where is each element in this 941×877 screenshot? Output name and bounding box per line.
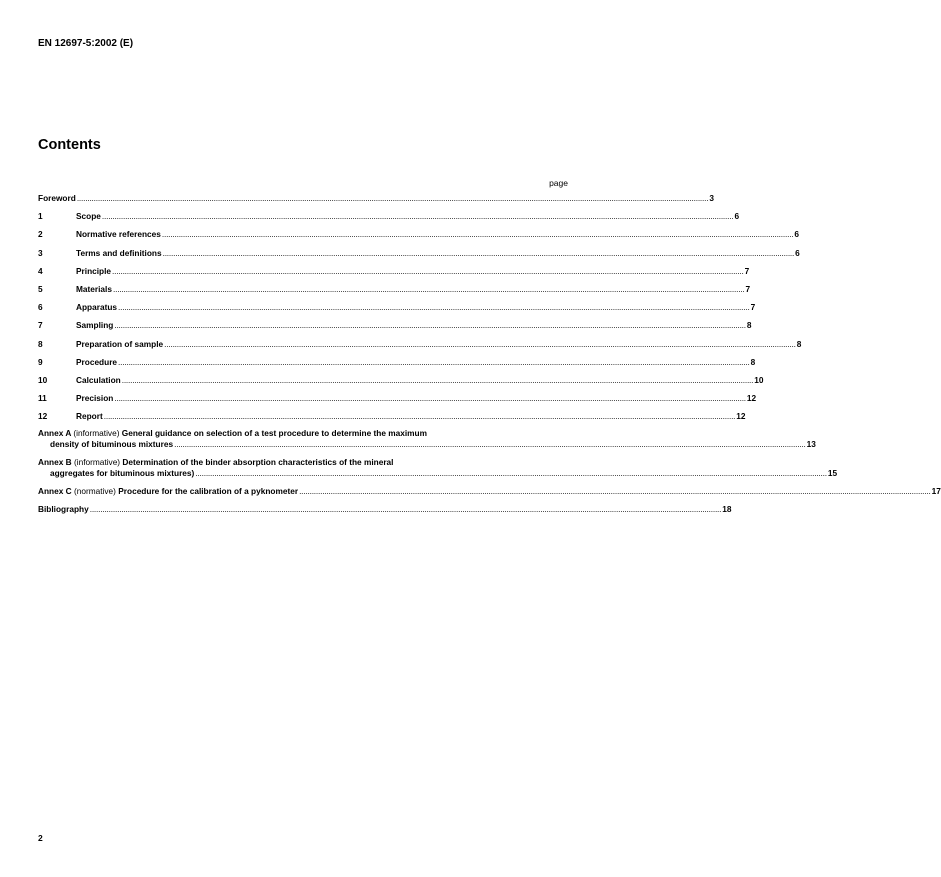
toc-entry-number: 11 <box>38 393 47 404</box>
contents-title: Contents <box>38 137 101 153</box>
page-column-label: page <box>549 178 568 188</box>
dot-leader: ............................................................................................................................................................................................................................................................................................................ <box>161 229 794 240</box>
toc-entry-number: 6 <box>38 302 43 313</box>
toc-entry-report[interactable] <box>38 410 746 422</box>
toc-entry-number: 9 <box>38 356 43 367</box>
toc-entry-title: Sampling <box>76 320 114 331</box>
dot-leader: ............................................................................................................................................................................................................................................................................................................ <box>121 374 754 385</box>
toc-entry-number: 2 <box>38 229 43 240</box>
toc-entry-page: 6 <box>795 247 800 258</box>
toc-entry-page: 6 <box>734 211 740 222</box>
annex-heading <box>38 428 569 439</box>
toc-entry-title: Foreword <box>38 193 76 203</box>
toc-entry-title: Principle <box>76 265 112 276</box>
annex-type: (normative) <box>73 485 116 496</box>
toc-entry-title: Preparation of sample <box>76 338 164 349</box>
toc-entry-page: 8 <box>750 356 756 367</box>
toc-entry-page: 7 <box>744 265 750 276</box>
toc-entry-calculation[interactable] <box>38 374 764 386</box>
toc-entry-page: 12 <box>746 393 757 404</box>
toc-entry-annex-c[interactable] <box>38 485 941 497</box>
annex-title-line1: Procedure for the calibration of a pyknometer <box>118 485 299 496</box>
toc-entry-bibliography[interactable] <box>38 503 732 515</box>
annex-heading <box>38 457 569 468</box>
annex-label: Annex C <box>38 485 72 496</box>
annex-label: Annex B <box>38 456 72 467</box>
toc-entry-annex-a[interactable] <box>38 428 816 450</box>
toc-entry-page: 12 <box>736 411 746 422</box>
document-id: EN 12697-5:2002 (E) <box>38 38 134 49</box>
dot-leader: ............................................................................................................................................................................................................................................................................................................ <box>164 338 796 349</box>
toc-entry-title: Calculation <box>76 374 121 385</box>
toc-entry-page: 18 <box>722 504 732 514</box>
toc-entry-page: 3 <box>709 193 714 203</box>
dot-leader: ............................................................................................................................................................................................................................................................................................................ <box>162 247 795 258</box>
annex-title-line2: aggregates for bituminous mixtures) <box>50 467 195 478</box>
annex-continuation <box>38 439 816 450</box>
toc-entry-title: Procedure <box>76 356 118 367</box>
page-number: 2 <box>38 833 43 843</box>
toc-entry-page: 8 <box>796 338 802 349</box>
toc-entry-normative-references[interactable] <box>38 228 800 240</box>
dot-leader: ............................................................................................................................................................................................................................................................................................................ <box>76 193 709 203</box>
toc-entry-number: 10 <box>38 374 48 385</box>
toc-entry-page: 13 <box>806 439 816 450</box>
toc-entry-number: 12 <box>38 411 48 422</box>
toc-entry-precision[interactable] <box>38 392 757 404</box>
toc-entry-title: Report <box>76 411 103 422</box>
toc-entry-number: 3 <box>38 247 43 258</box>
annex-continuation <box>38 467 838 479</box>
dot-leader: ............................................................................................................................................................................................................................................................................................................ <box>195 467 827 478</box>
annex-heading <box>38 485 298 497</box>
dot-leader: ............................................................................................................................................................................................................................................................................................................ <box>114 320 746 331</box>
toc-entry-annex-b[interactable] <box>38 456 838 479</box>
toc-entry-page: 15 <box>827 467 838 478</box>
toc-entry-foreword[interactable] <box>38 192 714 204</box>
toc-entry-page: 7 <box>745 283 751 294</box>
dot-leader: ............................................................................................................................................................................................................................................................................................................ <box>299 485 931 496</box>
toc-entry-page: 17 <box>931 485 941 496</box>
toc-entry-page: 7 <box>750 302 756 313</box>
toc-entry-apparatus[interactable] <box>38 301 756 313</box>
toc-entry-number: 1 <box>38 211 43 222</box>
annex-label: Annex A <box>38 428 72 439</box>
toc-entry-sampling[interactable] <box>38 319 752 331</box>
dot-leader: ............................................................................................................................................................................................................................................................................................................ <box>174 439 806 450</box>
toc-entry-number: 7 <box>38 320 43 331</box>
annex-title-line2: density of bituminous mixtures <box>50 439 174 450</box>
dot-leader: ............................................................................................................................................................................................................................................................................................................ <box>112 283 745 294</box>
toc-entry-page: 6 <box>794 229 800 240</box>
toc-entry-title: Normative references <box>76 229 161 240</box>
dot-leader: ............................................................................................................................................................................................................................................................................................................ <box>118 302 750 313</box>
dot-leader: ............................................................................................................................................................................................................................................................................................................ <box>118 356 750 367</box>
dot-leader: ............................................................................................................................................................................................................................................................................................................ <box>114 393 746 404</box>
toc-entry-number: 5 <box>38 283 43 294</box>
toc-entry-materials[interactable] <box>38 283 751 295</box>
toc-entry-page: 8 <box>746 320 752 331</box>
toc-entry-preparation-of-sample[interactable] <box>38 338 802 350</box>
toc-entry-title: Apparatus <box>76 302 118 313</box>
toc-entry-title: Precision <box>76 393 114 404</box>
toc-entry-page: 10 <box>754 374 764 385</box>
toc-entry-title: Terms and definitions <box>76 247 162 258</box>
toc-entry-principle[interactable] <box>38 265 750 277</box>
annex-type: (informative) <box>73 428 120 439</box>
dot-leader: ............................................................................................................................................................................................................................................................................................................ <box>89 504 722 514</box>
toc-entry-title: Bibliography <box>38 504 89 514</box>
dot-leader: ............................................................................................................................................................................................................................................................................................................ <box>112 265 744 276</box>
annex-title-line1: General guidance on selection of a test procedure to determine the maximum <box>121 428 427 439</box>
annex-title-line1: Determination of the binder absorption characteristics of the mineral <box>122 456 394 467</box>
toc-entry-procedure[interactable] <box>38 356 756 368</box>
toc-entry-number: 4 <box>38 265 43 276</box>
dot-leader: ............................................................................................................................................................................................................................................................................................................ <box>103 411 736 422</box>
toc-entry-scope[interactable] <box>38 210 740 222</box>
toc-entry-title: Scope <box>76 211 101 222</box>
toc-entry-number: 8 <box>38 338 43 349</box>
table-of-contents <box>38 192 941 521</box>
toc-entry-title: Materials <box>76 283 112 294</box>
annex-type: (informative) <box>73 456 121 467</box>
dot-leader: ............................................................................................................................................................................................................................................................................................................ <box>101 211 734 222</box>
toc-entry-terms-and-definitions[interactable] <box>38 247 800 259</box>
